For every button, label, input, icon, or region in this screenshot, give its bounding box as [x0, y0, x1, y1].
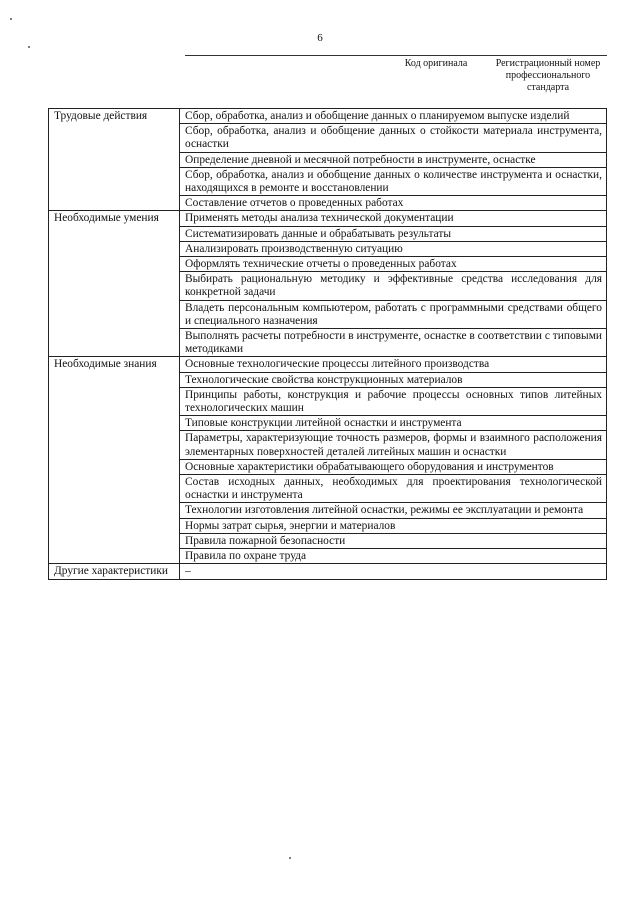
section-item: Оформлять технические отчеты о проведенных работах — [180, 257, 607, 272]
section-item: Владеть персональным компьютером, работать с программными средствами общего и специального назначения — [180, 300, 607, 328]
section-item: Сбор, обработка, анализ и обобщение данных о количестве инструмента и оснастки, находящихся в ремонте и восстановлении — [180, 167, 607, 195]
section-item: Определение дневной и месячной потребности в инструменте, оснастке — [180, 152, 607, 167]
competency-table-body — [49, 109, 607, 580]
section-item: Технологические свойства конструкционных материалов — [180, 372, 607, 387]
table-row — [49, 357, 607, 372]
table-row — [49, 211, 607, 226]
section-label: Необходимые знания — [49, 357, 180, 564]
section-item: Параметры, характеризующие точность размеров, формы и взаимного расположения элементарных поверхностей деталей литейных машин и оснастки — [180, 431, 607, 459]
section-item: Основные технологические процессы литейного производства — [180, 357, 607, 372]
section-item: Типовые конструкции литейной оснастки и инструмента — [180, 416, 607, 431]
scan-speck — [289, 857, 291, 859]
section-item: Анализировать производственную ситуацию — [180, 241, 607, 256]
section-label: Трудовые действия — [49, 109, 180, 211]
table-row — [49, 109, 607, 124]
section-label: Необходимые умения — [49, 211, 180, 357]
section-item: Применять методы анализа технической документации — [180, 211, 607, 226]
section-item: Сбор, обработка, анализ и обобщение данных о планируемом выпуске изделий — [180, 109, 607, 124]
original-code-label: Код оригинала — [404, 58, 468, 69]
section-item: Сбор, обработка, анализ и обобщение данных о стойкости материала инструмента, оснастки — [180, 124, 607, 152]
scan-speck — [28, 46, 30, 48]
page-number: 6 — [317, 32, 323, 44]
section-item: – — [180, 564, 607, 579]
scan-speck — [10, 18, 12, 20]
registration-number-label: Регистрационный номер профессионального стандарта — [495, 58, 601, 93]
section-item: Выбирать рациональную методику и эффективные средства исследования для конкретной задачи — [180, 272, 607, 300]
table-row — [49, 564, 607, 579]
header-rule — [185, 55, 607, 56]
section-item: Составление отчетов о проведенных работах — [180, 196, 607, 211]
section-item: Правила по охране труда — [180, 549, 607, 564]
section-item: Принципы работы, конструкция и рабочие процессы основных типов литейных технологических машин — [180, 387, 607, 415]
section-item: Правила пожарной безопасности — [180, 533, 607, 548]
section-item: Технологии изготовления литейной оснастки, режимы ее эксплуатации и ремонта — [180, 503, 607, 518]
competency-table — [48, 108, 607, 580]
section-item: Основные характеристики обрабатывающего оборудования и инструментов — [180, 459, 607, 474]
section-item: Выполнять расчеты потребности в инструменте, оснастке в соответствии с типовыми методиками — [180, 329, 607, 357]
section-label: Другие характеристики — [49, 564, 180, 579]
section-item: Состав исходных данных, необходимых для проектирования технологической оснастки и инструмента — [180, 475, 607, 503]
section-item: Нормы затрат сырья, энергии и материалов — [180, 518, 607, 533]
section-item: Систематизировать данные и обрабатывать результаты — [180, 226, 607, 241]
